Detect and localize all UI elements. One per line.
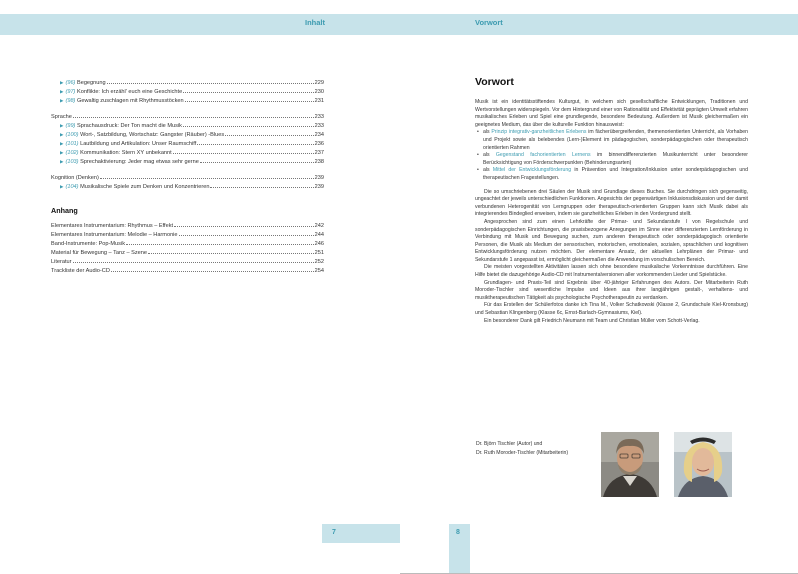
toc-entry[interactable] [51, 241, 324, 250]
toc-page-number: 242 [314, 223, 324, 229]
toc-page-number: 234 [314, 132, 324, 138]
toc-entry-title: Band-Instrumente: Pop-Musik [51, 241, 125, 247]
author-credits [476, 440, 568, 457]
toc-entry[interactable] [51, 150, 324, 159]
toc-entry-number: (99) [65, 123, 76, 129]
toc-page-number: 230 [314, 89, 324, 95]
toc-leader-dots [148, 253, 314, 254]
play-arrow-icon: ▶ [60, 159, 64, 164]
right-page-header-title: Vorwort [475, 18, 503, 27]
toc-leader-dots [100, 178, 314, 179]
toc-page-number: 231 [314, 98, 324, 104]
toc-page-number: 246 [314, 241, 324, 247]
toc-entry-text [51, 132, 224, 138]
toc-leader-dots [183, 92, 313, 93]
table-of-contents [51, 80, 324, 277]
play-arrow-icon: ▶ [60, 80, 64, 85]
toc-leader-dots [111, 271, 314, 272]
bullet-icon: • [477, 152, 479, 159]
toc-entry[interactable] [51, 268, 324, 277]
toc-entry-text [51, 141, 196, 147]
play-arrow-icon: ▶ [60, 89, 64, 94]
toc-leader-dots [174, 226, 314, 227]
toc-entry-text [51, 241, 125, 247]
vorwort-bullet-item [475, 167, 748, 182]
toc-page-number: 233 [314, 114, 324, 120]
toc-entry-text [51, 159, 199, 165]
toc-leader-dots [197, 144, 313, 145]
toc-entry-title: Literatur [51, 259, 72, 265]
toc-leader-dots [73, 262, 314, 263]
toc-entry-title: Sprechaktivierung: Jeder mag etwas sehr gerne [78, 159, 199, 165]
bullet-icon: • [477, 129, 479, 136]
toc-page-number: 236 [314, 141, 324, 147]
play-arrow-icon: ▶ [60, 141, 64, 146]
vorwort-bullet-item [475, 152, 748, 167]
toc-page-number: 239 [314, 175, 324, 181]
toc-entry[interactable] [51, 80, 324, 89]
page-number-left: 7 [332, 529, 336, 536]
toc-entry-number: (103) [65, 159, 79, 165]
toc-entry-title: Elementares Instrumentarium: Melodie – Harmonie [51, 232, 178, 238]
toc-entry-number: (100) [65, 132, 79, 138]
toc-entry[interactable] [51, 250, 324, 259]
bullet-highlight-text: Gegenstand fachorientierten Lernens [495, 152, 591, 159]
toc-page-number: 238 [314, 159, 324, 165]
toc-entry-number: (96) [65, 80, 76, 86]
page-number-box-left [322, 524, 400, 543]
toc-entry-number: (101) [65, 141, 79, 147]
toc-leader-dots [183, 126, 314, 127]
toc-section-sprache[interactable] [51, 114, 324, 123]
vorwort-paragraph: Die meisten vorgestellten Aktivitäten lassen sich ohne besondere musikalische Vorkenntnisse durchführen. Eine Hilfe bietet die dazugehörige Audio-CD mit Instrumentalversionen aller vorkommenden Lieder und Spielstücke. [475, 264, 748, 279]
bullet-icon: • [477, 167, 479, 174]
toc-entry-title: Elementares Instrumentarium: Rhythmus – Effekt [51, 223, 174, 229]
toc-entry-title: Material für Bewegung – Tanz – Szene [51, 250, 147, 256]
vorwort-heading: Vorwort [475, 76, 514, 88]
vorwort-page [475, 76, 748, 325]
toc-entry-number: (98) [65, 98, 76, 104]
toc-entry-number: (104) [65, 184, 79, 190]
toc-entry[interactable] [51, 123, 324, 132]
vorwort-paragraph: Angesprochen sind zum einen Lehrkräfte der Primar- und Sekundarstufe I von Regelschule und sonderpädagogischen Einrichtungen, die praxisbezogene Anregungen im Sinne einer differenzierten Lernförderung in Verbindung mit Musik und Bewegung suchen, zum anderen therapeutisch oder sonderpädagogisch orientierte Personen, die Musik als Medium der sensorischen, motorischen, emotionalen, sozialen, sprachlichen und kognitiven Entwicklungsförderung nutzen möchten. Der elementare Ansatz, der aktuellen Lehrplänen der Primar- und Sekundarstufe 1 angepasst ist, ermöglicht gleichermaßen die Anwendung im vorschulischen Bereich. [475, 218, 748, 263]
vorwort-paragraph: Grundlagen- und Praxis-Teil sind Ergebnis über 40-jähriger Erfahrungen des Autors. Der Mitarbeiterin Ruth Moroder-Tischler sind wesentliche Impulse und Ideen aus ihrer langjährigen gestalt-, verhaltens- und musiktherapeutischen Tätigkeit als psychologische Psychotherapeutin zu verdanken. [475, 279, 748, 301]
toc-page-number: 254 [314, 268, 324, 274]
toc-entry[interactable] [51, 232, 324, 241]
toc-leader-dots [200, 162, 314, 163]
bullet-text: in Prävention und Integration/Inklusion unter sonderpädagogischen und therapeutischen Fragestellungen. [483, 167, 749, 181]
toc-entry[interactable] [51, 259, 324, 268]
toc-entry-title: Kommunikation: Stern XY unbekannt [78, 150, 172, 156]
bullet-text: als [483, 152, 496, 159]
toc-entry-text [51, 184, 209, 190]
toc-leader-dots [126, 244, 314, 245]
vorwort-bullet-item [475, 129, 748, 152]
left-page-header-title: Inhalt [305, 18, 325, 27]
bullet-text: als [483, 167, 493, 174]
toc-page-number: 252 [314, 259, 324, 265]
toc-entry-title: Trackliste der Audio-CD [51, 268, 110, 274]
play-arrow-icon: ▶ [60, 184, 64, 189]
toc-heading-anhang: Anhang [51, 206, 78, 215]
play-arrow-icon: ▶ [60, 132, 64, 137]
toc-entry[interactable] [51, 89, 324, 98]
vorwort-paragraph: Für das Erstellen der Schülerfotos danke ich Tina M., Volker Schatkowski (Klasse 2, Grundschule Kiel-Kronsburg) und Sebastian Klingenberg (Klasse 6c, Ernst-Barlach-Gymnasiums, Kiel). [475, 302, 748, 317]
toc-leader-dots [210, 187, 313, 188]
toc-entry-text [51, 89, 182, 95]
toc-entry-title: Begegnung [75, 80, 106, 86]
toc-entry[interactable] [51, 132, 324, 141]
toc-leader-dots [225, 135, 314, 136]
toc-entry-title: Wort-, Satzbildung, Wortschatz: Gangster (Räuber) -Blues [78, 132, 225, 138]
toc-leader-dots [107, 83, 314, 84]
toc-entry-number: (97) [65, 89, 76, 95]
bullet-highlight-text: Mittel der Entwicklungsförderung [492, 167, 572, 174]
toc-entry-text [51, 259, 72, 265]
page-number-right: 8 [456, 529, 460, 536]
bullet-text: im fächerübergreifenden, themenorientierten Unterricht, als Vorhaben und Projekt sowie als belebendes (Lern-)Element im pädagogischen, sonderpädagogischen oder therapeutisch orientierten Rahmen [483, 129, 749, 151]
bullet-highlight-text: Prinzip integrativ-ganzheitlichen Erlebens [491, 129, 587, 136]
toc-leader-dots [185, 101, 314, 102]
header-band [0, 14, 798, 35]
toc-leader-dots [179, 235, 314, 236]
toc-entry-title: Lautbildung und Artikulation: Unser Raumschiff [78, 141, 197, 147]
bullet-text: als [483, 129, 492, 136]
bullet-text: im binnendifferenzierten Musikunterricht unter besonderer Berücksichtigung von Förderschwerpunkten (Behinderungsarten) [483, 152, 748, 166]
toc-page-number: 251 [314, 250, 324, 256]
play-arrow-icon: ▶ [60, 98, 64, 103]
author-photo-female [674, 432, 732, 497]
vorwort-paragraph: Die so umschriebenen drei Säulen der Musik sind Grundlage dieses Buches. Sie durchdringen sich gegenseitig, ungeachtet der jeweils unterschiedlichen Funktionen. Angesichts der gegenwärtigen Inklusionsdiskussion und der damit verbundenen Heterogenität von Lerngruppen oder therapeutisch-orientierten Gruppen kann sich Musik dabei als integrierendes Bindeglied erweisen, indem sie ganzheitliches Erleben in den Vordergrund stellt. [475, 188, 748, 218]
toc-page-number: 237 [314, 150, 324, 156]
play-arrow-icon: ▶ [60, 150, 64, 155]
page-number-box-right [449, 524, 470, 574]
vorwort-paragraph: Ein besonderer Dank gilt Friedrich Neumann mit Team und Christian Müller vom Schott-Verlag. [484, 317, 700, 324]
toc-entry-number: (102) [65, 150, 79, 156]
toc-entry[interactable] [51, 159, 324, 168]
toc-section-label: Sprache [51, 114, 72, 120]
toc-entry-text [51, 268, 110, 274]
toc-entry-title: Sprachausdruck: Der Ton macht die Musik [75, 123, 182, 129]
toc-entry-text [51, 150, 172, 156]
toc-entry-text [51, 232, 178, 238]
vorwort-intro-paragraph: Musik ist ein identitätsstiftendes Kulturgut, in welchem sich gesellschaftliche Entwicklungen, Traditionen und Wertvorstellungen widerspiegeln. Vor dem Hintergrund einer von Rationalität und Effektivität geprägten Umwelt erfahren musikalisches Erleben und Spiel eine grundlegende, besondere Bedeutung. Außerdem ist Musik gleichermaßen ein geeignetes Medium, das über die kulturelle Funktion hinausweist: [475, 99, 748, 128]
toc-entry-text [51, 123, 182, 129]
toc-page-number: 239 [314, 184, 324, 190]
toc-entry-text [51, 80, 106, 86]
toc-entry-text [51, 98, 184, 104]
toc-entry[interactable] [51, 141, 324, 150]
play-arrow-icon: ▶ [60, 123, 64, 128]
toc-entry-title: Gewaltig zuschlagen mit Rhythmusstöcken [75, 98, 184, 104]
toc-entry[interactable] [51, 98, 324, 107]
author-line: Dr. Björn Tischler (Autor) und [476, 441, 543, 447]
vorwort-bullet-list [475, 129, 748, 182]
toc-entry-text [51, 250, 147, 256]
toc-page-number: 244 [314, 232, 324, 238]
toc-page-number: 229 [314, 80, 324, 86]
toc-entry-text [51, 223, 173, 229]
author-line: Dr. Ruth Moroder-Tischler (Mitarbeiterin) [476, 449, 569, 456]
toc-page-number: 233 [314, 123, 324, 129]
toc-leader-dots [73, 117, 314, 118]
author-photo-male [601, 432, 659, 497]
toc-entry[interactable] [51, 223, 324, 232]
toc-section-kognition[interactable] [51, 175, 324, 184]
toc-section-label: Kognition (Denken) [51, 175, 99, 181]
toc-leader-dots [173, 153, 314, 154]
toc-entry[interactable] [51, 184, 324, 193]
toc-entry-title: Musikalische Spiele zum Denken und Konzentrieren [78, 184, 210, 190]
toc-entry-title: Konflikte: Ich erzähl' euch eine Geschichte [75, 89, 183, 95]
